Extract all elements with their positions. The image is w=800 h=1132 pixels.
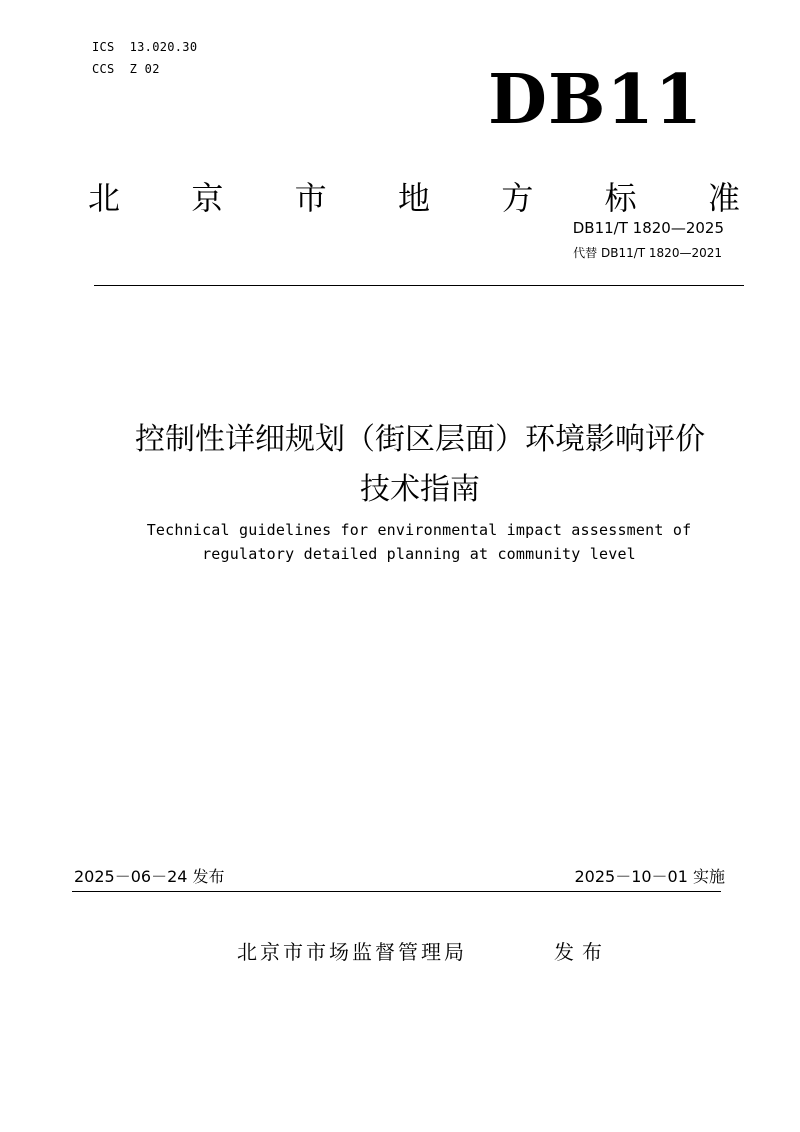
issuing-authority: 北京市市场监督管理局 [237, 940, 467, 964]
ics-code: ICS 13.020.30 [92, 40, 198, 54]
implementation-date: 2025－10－01 实施 [574, 867, 725, 886]
header-divider [94, 285, 744, 286]
standard-type-char: 标 [604, 179, 637, 217]
standard-mark: DB11 [488, 60, 704, 140]
standard-type-heading [88, 176, 740, 220]
standard-type-char: 京 [191, 179, 224, 217]
standard-type-char: 方 [501, 179, 534, 217]
title-chinese-line-2: 技术指南 [360, 472, 480, 507]
title-english-line-2: regulatory detailed planning at community level [202, 545, 636, 563]
standard-number: DB11/T 1820—2025 [572, 219, 724, 237]
issuing-action: 发布 [554, 940, 610, 964]
standard-type-char: 准 [707, 179, 740, 217]
standard-type-char: 市 [294, 179, 327, 217]
ccs-code: CCS Z 02 [92, 62, 160, 76]
publish-date: 2025－06－24 发布 [74, 867, 225, 886]
footer-divider [72, 891, 721, 892]
title-english-line-1: Technical guidelines for environmental impact assessment of [146, 521, 692, 539]
title-chinese-line-1: 控制性详细规划（街区层面）环境影响评价 [135, 422, 705, 457]
standard-type-char: 北 [88, 179, 121, 217]
standard-type-char: 地 [397, 179, 430, 217]
replaces-standard: 代替 DB11/T 1820—2021 [573, 246, 722, 260]
